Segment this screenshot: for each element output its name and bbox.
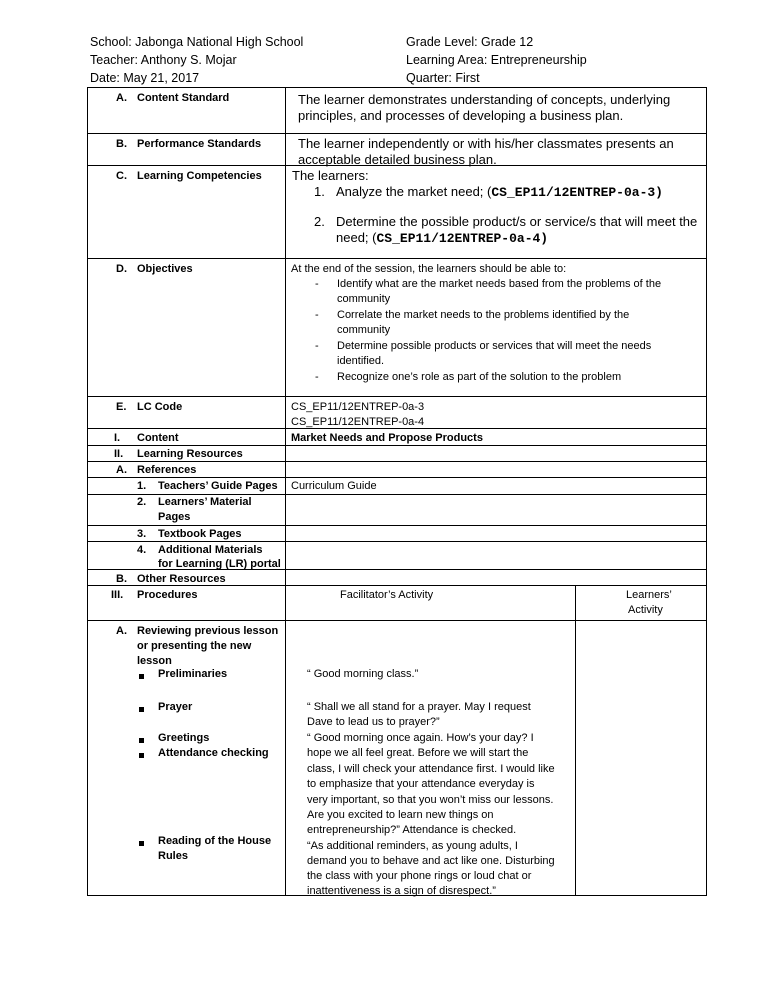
column-divider	[285, 87, 286, 896]
lc-code-1: CS_EP11/12ENTREP-0a-3	[291, 401, 425, 413]
competency-2-code: CS_EP11/12ENTREP-0a-4)	[376, 231, 549, 246]
fa-line: “ Good morning once again. How’s your day? I	[307, 732, 534, 744]
competency-2-number: 2.	[314, 214, 325, 229]
content-numeral: I.	[114, 432, 121, 444]
fa-line: to emphasize that your attendance everyday is	[307, 778, 535, 790]
content-standard-text-1: The learner demonstrates understanding of concepts, underlying	[298, 92, 671, 107]
learners-material-label-2: Pages	[158, 511, 191, 523]
row-rule	[87, 133, 707, 134]
other-resources-label: Other Resources	[137, 573, 226, 585]
fa-line: “ Shall we all stand for a prayer. May I request	[307, 701, 531, 713]
reviewing-label-2: or presenting the new	[137, 640, 252, 652]
objectives-intro: At the end of the session, the learners should be able to:	[291, 263, 567, 275]
additional-materials-number: 4.	[137, 544, 147, 556]
school-name: School: Jabonga National High School	[90, 35, 304, 49]
learning-resources-label: Learning Resources	[137, 448, 243, 460]
bullet-icon	[139, 669, 144, 685]
objectives-letter: D.	[116, 263, 127, 275]
competency-1-code: CS_EP11/12ENTREP-0a-3)	[491, 185, 663, 200]
textbook-number: 3.	[137, 528, 147, 540]
fa-preliminaries: “ Good morning class.”	[307, 668, 419, 680]
house-rules-label-2: Rules	[158, 850, 188, 862]
fa-line: “As additional reminders, as young adults, I	[307, 840, 518, 852]
content-standard-label: Content Standard	[137, 92, 230, 104]
objective-3-line-2: identified.	[337, 355, 385, 367]
learners-material-label-1: Learners’ Material	[158, 496, 252, 508]
reviewing-label-3: lesson	[137, 655, 172, 667]
preliminaries-label: Preliminaries	[158, 668, 228, 680]
quarter: Quarter: First	[406, 71, 480, 85]
fa-line: demand you to behave and act like one. Disturbing	[307, 855, 555, 867]
references-letter: A.	[116, 464, 127, 476]
objective-4-line-1: Recognize one’s role as part of the solution to the problem	[337, 371, 622, 383]
performance-standards-label: Performance Standards	[137, 138, 262, 150]
learning-competencies-label: Learning Competencies	[137, 170, 262, 182]
fa-line: class, I will check your attendance first. I would like	[307, 763, 555, 775]
fa-line: Are you excited to learn new things on	[307, 809, 494, 821]
reviewing-letter: A.	[116, 625, 127, 637]
competency-1	[336, 184, 663, 201]
objective-dash: -	[315, 371, 319, 383]
competency-2	[336, 230, 548, 247]
row-rule	[87, 396, 707, 397]
fa-line: entrepreneurship?” Attendance is checked.	[307, 824, 517, 836]
learning-area: Learning Area: Entrepreneurship	[406, 53, 587, 67]
objective-2-line-1: Correlate the market needs to the problems identified by the	[337, 309, 630, 321]
objective-3-line-1: Determine possible products or services that will meet the needs	[337, 340, 652, 352]
teachers-guide-number: 1.	[137, 480, 147, 492]
bullet-icon	[139, 836, 144, 852]
references-label: References	[137, 464, 197, 476]
bullet-icon	[139, 733, 144, 749]
learners-material-number: 2.	[137, 496, 147, 508]
prayer-label: Prayer	[158, 701, 193, 713]
row-rule	[87, 258, 707, 259]
competency-1-number: 1.	[314, 184, 325, 199]
header-right	[406, 33, 587, 87]
textbook-label: Textbook Pages	[158, 528, 242, 540]
objective-2-line-2: community	[337, 324, 391, 336]
bullet-icon	[139, 748, 144, 764]
fa-line: Dave to lead us to prayer?”	[307, 716, 440, 728]
learning-competencies-intro: The learners:	[292, 168, 369, 183]
header-left	[90, 33, 303, 87]
learning-competencies-letter: C.	[116, 170, 127, 182]
row-rule	[87, 620, 707, 621]
competency-1-text: Analyze the market need; (	[336, 184, 492, 199]
house-rules-label-1: Reading of the House	[158, 835, 272, 847]
greetings-label: Greetings	[158, 732, 210, 744]
teachers-guide-value: Curriculum Guide	[291, 480, 377, 492]
fa-line: hope we all feel great. Before we will start the	[307, 747, 529, 759]
performance-standards-text-1: The learner independently or with his/her classmates presents an	[298, 136, 674, 151]
attendance-label: Attendance checking	[158, 747, 269, 759]
lc-code-2: CS_EP11/12ENTREP-0a-4	[291, 416, 425, 428]
performance-standards-text-2: acceptable detailed business plan.	[298, 152, 497, 167]
additional-materials-label-2: for Learning (LR) portal	[158, 558, 281, 570]
fa-line: inattentiveness is a sign of disrespect.”	[307, 885, 496, 897]
procedures-divider	[575, 585, 576, 896]
other-resources-letter: B.	[116, 573, 127, 585]
teacher-name: Teacher: Anthony S. Mojar	[90, 53, 237, 67]
fa-line: very important, so that you won’t miss our lessons.	[307, 794, 554, 806]
facilitator-activity-header: Facilitator’s Activity	[340, 589, 434, 601]
objective-dash: -	[315, 309, 319, 321]
teachers-guide-label: Teachers’ Guide Pages	[158, 480, 278, 492]
bullet-icon	[139, 702, 144, 718]
lc-code-letter: E.	[116, 401, 127, 413]
content-label: Content	[137, 432, 179, 444]
performance-standards-letter: B.	[116, 138, 127, 150]
additional-materials-label-1: Additional Materials	[158, 544, 263, 556]
fa-line: the class with your phone rings or loud chat or	[307, 870, 532, 882]
objective-1-line-1: Identify what are the market needs based from the problems of the	[337, 278, 662, 290]
objective-dash: -	[315, 278, 319, 290]
grade-level: Grade Level: Grade 12	[406, 35, 534, 49]
procedures-numeral: III.	[111, 589, 124, 601]
objective-dash: -	[315, 340, 319, 352]
objective-1-line-2: community	[337, 293, 391, 305]
learners-activity-header-2: Activity	[628, 604, 663, 616]
content-standard-text-2: principles, and processes of developing a business plan.	[298, 108, 624, 123]
lesson-date: Date: May 21, 2017	[90, 71, 200, 85]
content-standard-letter: A.	[116, 92, 127, 104]
competency-2-text-2: need; (	[336, 230, 377, 245]
learners-activity-header-1: Learners’	[626, 589, 672, 601]
lc-code-label: LC Code	[137, 401, 183, 413]
learning-resources-numeral: II.	[114, 448, 124, 460]
objectives-label: Objectives	[137, 263, 193, 275]
procedures-label: Procedures	[137, 589, 198, 601]
content-value: Market Needs and Propose Products	[291, 432, 483, 444]
reviewing-label-1: Reviewing previous lesson	[137, 625, 279, 637]
competency-2-text-1: Determine the possible product/s or service/s that will meet the	[336, 214, 698, 229]
